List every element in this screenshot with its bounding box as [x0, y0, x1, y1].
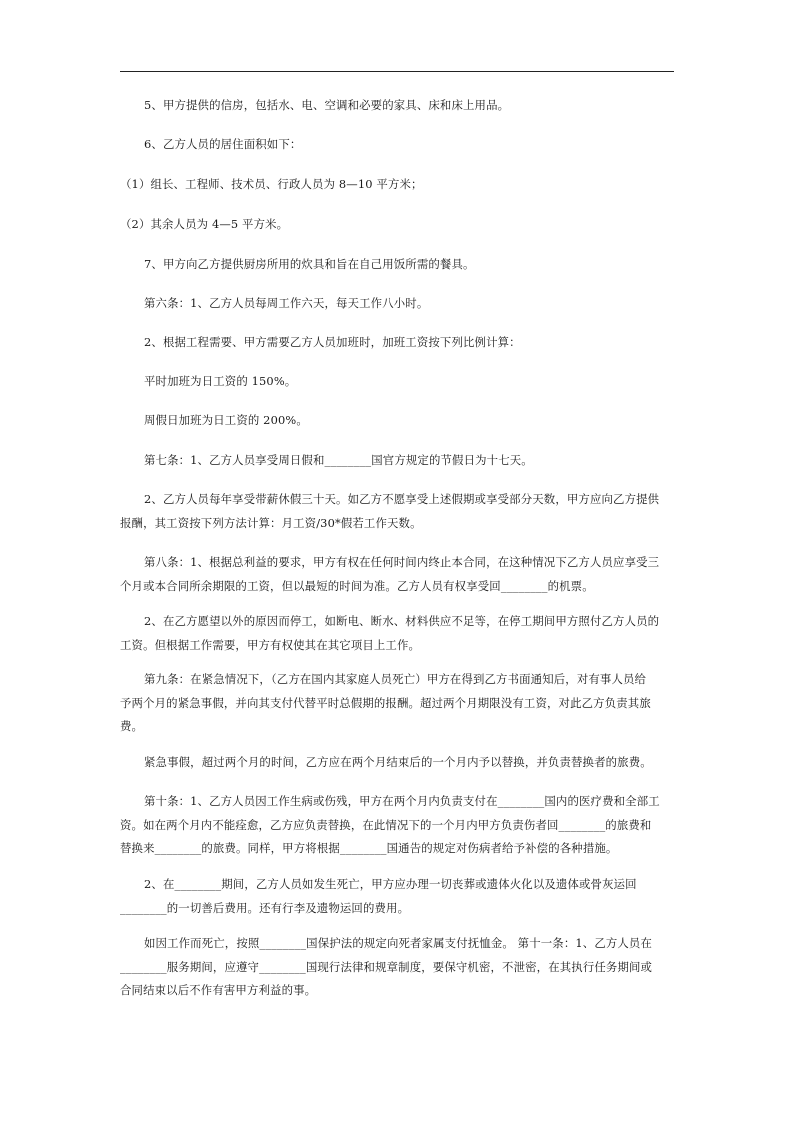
text-line: 6、乙方人员的居住面积如下： — [144, 137, 302, 151]
paragraph-emergency-leave — [120, 751, 676, 775]
text-line: 周假日加班为日工资的 200%。 — [144, 413, 308, 427]
paragraph-item-7 — [120, 253, 700, 277]
text-line: 7、甲方向乙方提供厨房所用的炊具和旨在自己用饭所需的餐具。 — [144, 257, 475, 271]
text-line: 第十条：1、乙方人员因工作生病或伤残，甲方在两个月内负责支付在________国内的医疗费和全部工 — [144, 794, 660, 808]
paragraph-item-6 — [120, 133, 700, 157]
paragraph-article-11 — [120, 932, 676, 1003]
text-line: 第八条：1、根据总利益的要求，甲方有权在任何时间内终止本合同，在这种情况下乙方人员应享受三 — [144, 555, 660, 569]
text-line: 2、根据工程需要、甲方需要乙方人员加班时，加班工资按下列比例计算： — [144, 335, 521, 349]
paragraph-work-stoppage — [120, 610, 676, 657]
text-line: 予两个月的紧急事假，并向其支付代替平时总假期的报酬。超过两个月期限没有工资，对此乙方负责其旅 — [120, 695, 651, 710]
paragraph-article-10 — [120, 790, 676, 861]
paragraph-subitem-1 — [120, 173, 676, 197]
text-line: 替换来________的旅费。同样，甲方将根据________国通告的规定对伤病者给予补偿的各种措施。 — [120, 841, 618, 855]
header-rule — [120, 71, 674, 72]
paragraph-article-8 — [120, 551, 676, 598]
paragraph-paid-leave — [120, 488, 676, 535]
text-line: 第七条：1、乙方人员享受周日假和________国官方规定的节假日为十七天。 — [144, 453, 533, 467]
paragraph-overtime-holiday — [120, 409, 700, 433]
text-line: 费。 — [120, 719, 144, 733]
text-line: 第九条：在紧急情况下，（乙方在国内其家庭人员死亡）甲方在得到乙方书面通知后，对有事人员给 — [144, 672, 647, 686]
text-line: ________的一切善后费用。还有行李及遗物运回的费用。 — [120, 900, 410, 915]
text-line: 2、在________期间，乙方人员如发生死亡，甲方应办理一切丧葬或遗体火化以及遗体或骨灰运回 — [144, 877, 637, 891]
paragraph-death-arrangements — [120, 873, 676, 920]
text-line: （1）组长、工程师、技术员、行政人员为 8—10 平方米； — [120, 177, 423, 191]
paragraph-article-6 — [120, 292, 700, 316]
text-line: 第六条：1、乙方人员每周工作六天，每天工作八小时。 — [144, 296, 429, 310]
text-line: 资。如在两个月内不能痊愈，乙方应负责替换，在此情况下的一个月内甲方负责伤者回________的旅费和 — [120, 817, 652, 832]
text-line: 紧急事假，超过两个月的时间，乙方应在两个月结束后的一个月内予以替换，并负责替换者的旅费。 — [144, 755, 652, 769]
text-line: （2）其余人员为 4—5 平方米。 — [120, 217, 289, 231]
text-line: 5、甲方提供的信房，包括水、电、空调和必要的家具、床和床上用品。 — [144, 98, 510, 112]
paragraph-overtime-weekday — [120, 370, 700, 394]
text-line: 工资。但根据工作需要，甲方有权使其在其它项目上工作。 — [120, 637, 421, 652]
paragraph-item-5 — [120, 94, 700, 118]
text-line: 2、乙方人员每年享受带薪休假三十天。如乙方不愿享受上述假期或享受部分天数，甲方应向乙方提供 — [144, 492, 660, 506]
text-line: 合同结束以后不作有害甲方利益的事。 — [120, 983, 317, 997]
paragraph-subitem-2 — [120, 213, 676, 237]
paragraph-overtime — [120, 331, 700, 355]
text-line: 2、在乙方愿望以外的原因而停工，如断电、断水、材料供应不足等，在停工期间甲方照付乙方人员的 — [144, 614, 660, 628]
paragraph-article-9 — [120, 668, 676, 739]
paragraph-article-7 — [120, 449, 700, 473]
text-line: 如因工作而死亡，按照________国保护法的规定向死者家属支付抚恤金。 第十一条：1、乙方人员在 — [144, 936, 653, 950]
text-line: ________服务期间，应遵守________国现行法律和规章制度，要保守机密，不泄密，在其执行任务期间或 — [120, 959, 653, 974]
text-line: 报酬，其工资按下列方法计算：月工资/30*假若工作天数。 — [120, 515, 422, 530]
text-line: 个月或本合同所余期限的工资，但以最短的时间为准。乙方人员有权享受回________的机票。 — [120, 578, 594, 593]
text-line: 平时加班为日工资的 150%。 — [144, 374, 297, 388]
